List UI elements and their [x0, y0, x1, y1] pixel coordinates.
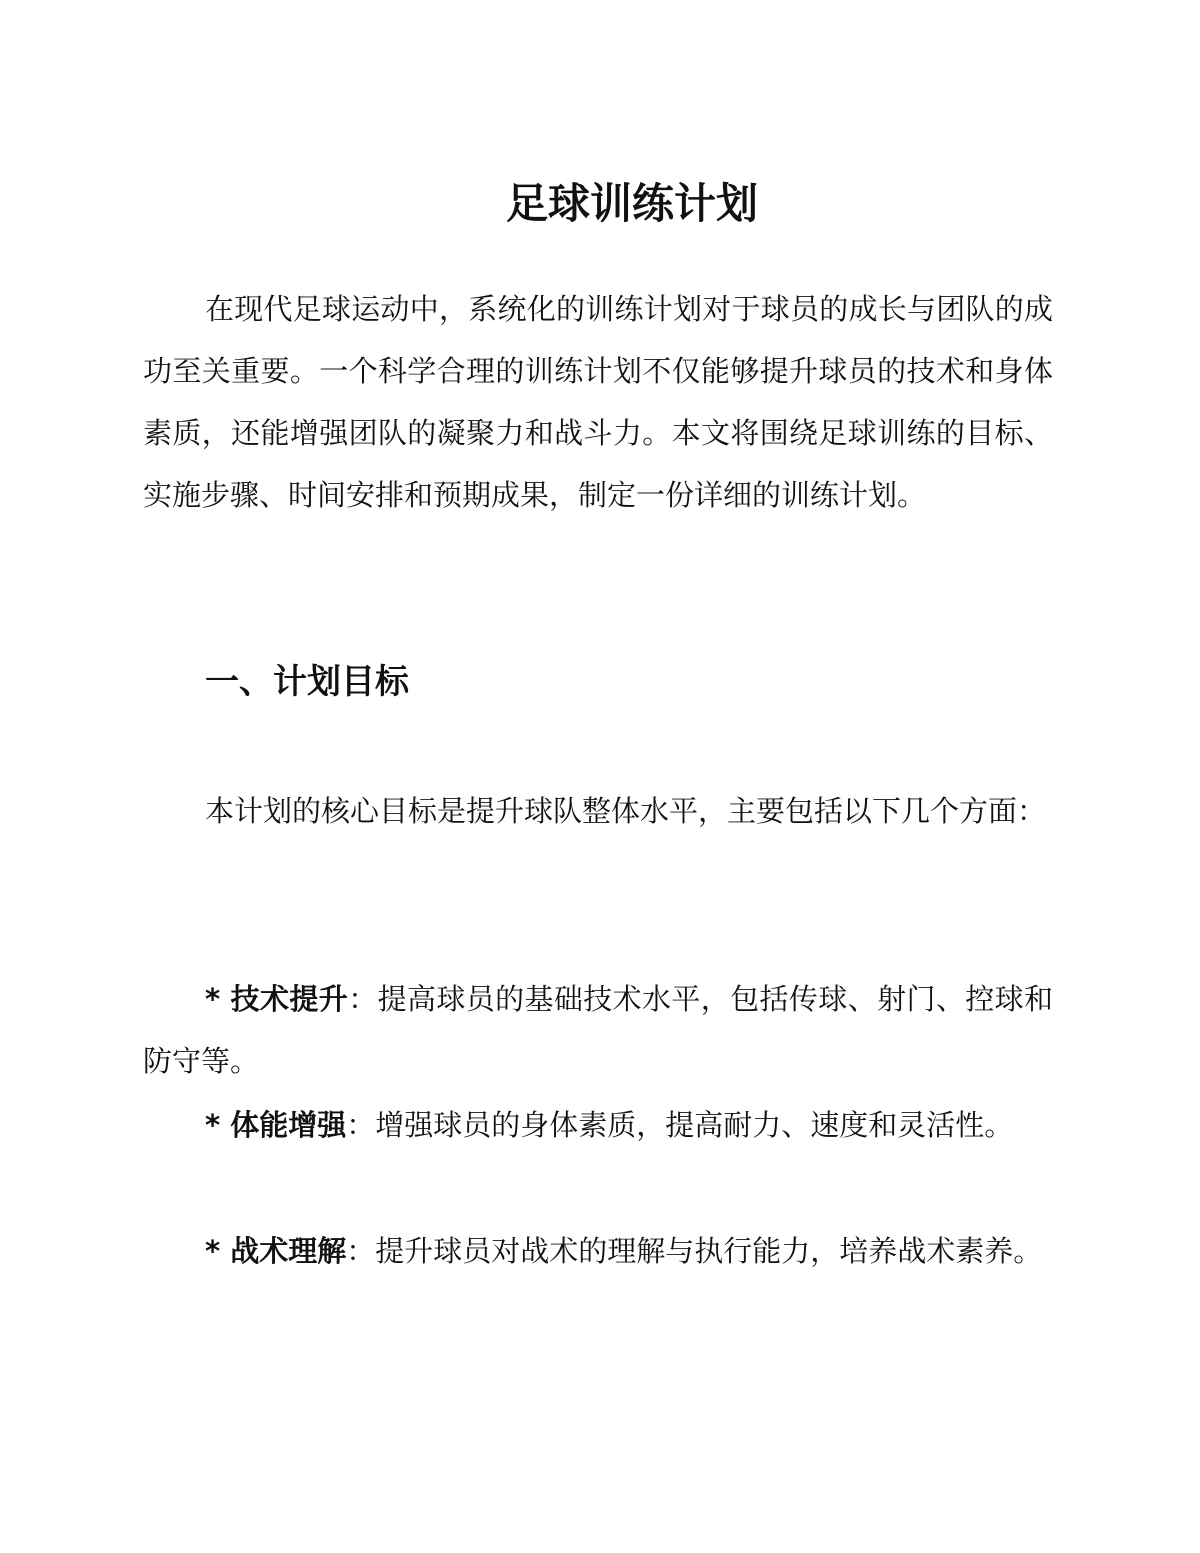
goal-item-text: 提高球员的基础技术水平，包括传球、射门、控球和防守等。 — [143, 982, 1053, 1078]
goal-item-separator: ： — [346, 1108, 376, 1142]
goal-item-label: 体能增强 — [230, 1108, 347, 1142]
goal-item-label: 技术提升 — [230, 982, 349, 1016]
goal-item-fitness — [143, 1094, 1053, 1156]
goals-lead-paragraph: 本计划的核心目标是提升球队整体水平，主要包括以下几个方面： — [205, 794, 1047, 828]
section-heading-goals: 一、计划目标 — [205, 662, 409, 702]
goal-item-technique — [143, 968, 1053, 1092]
goal-item-text: 提升球员对战术的理解与执行能力，培养战术素养。 — [375, 1234, 1043, 1268]
goal-item-marker: * — [205, 1108, 231, 1142]
goal-item-separator: ： — [348, 982, 378, 1016]
goal-item-tactics — [143, 1220, 1053, 1282]
goal-item-marker: * — [205, 982, 231, 1016]
document-title: 足球训练计划 — [505, 179, 758, 229]
goal-item-text: 增强球员的身体素质，提高耐力、速度和灵活性。 — [375, 1108, 1014, 1142]
goal-item-label: 战术理解 — [230, 1234, 347, 1268]
goal-item-separator: ： — [346, 1234, 376, 1268]
goal-item-marker: * — [205, 1234, 231, 1268]
intro-paragraph: 在现代足球运动中，系统化的训练计划对于球员的成长与团队的成功至关重要。一个科学合理的训练计划不仅能够提升球员的技术和身体素质，还能增强团队的凝聚力和战斗力。本文将围绕足球训练的目标、实施步骤、时间安排和预期成果，制定一份详细的训练计划。 — [143, 292, 1053, 512]
